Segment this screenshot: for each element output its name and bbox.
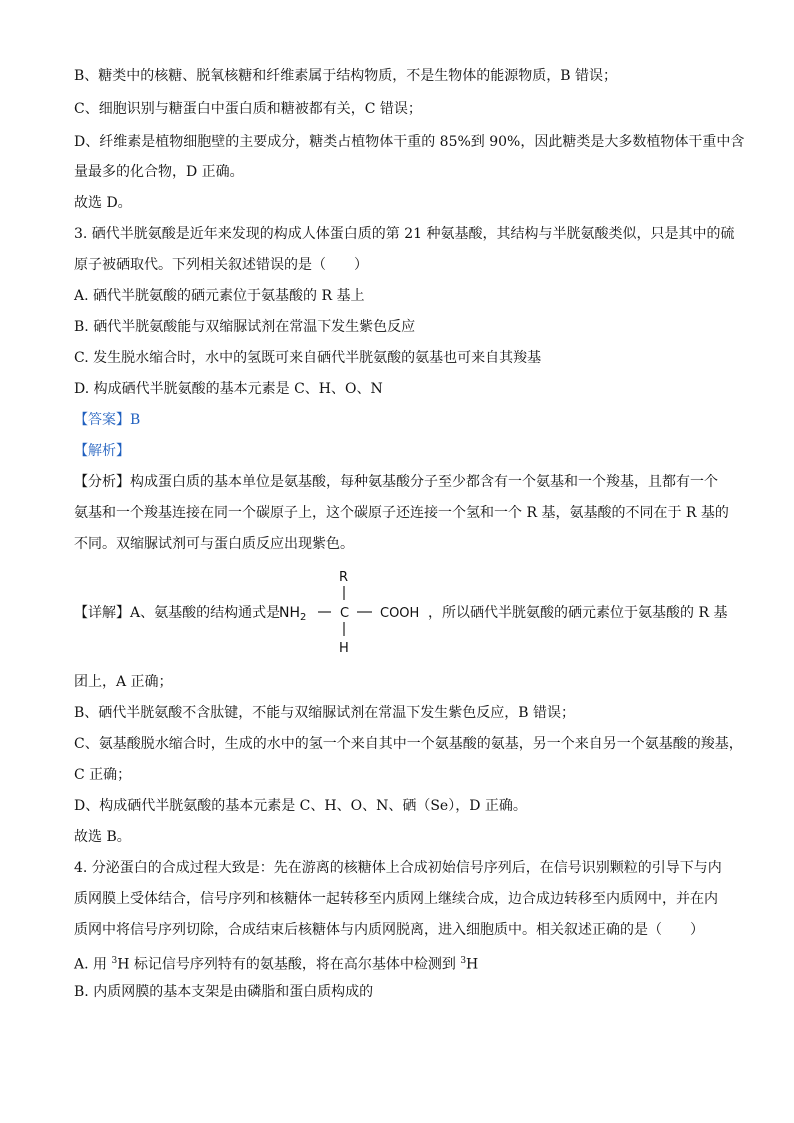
text-line: 故选 D。 xyxy=(74,195,132,211)
option-a: A. 硒代半胱氨酸的硒元素位于氨基酸的 R 基上 xyxy=(74,288,365,304)
option-text: H xyxy=(466,956,479,973)
r-group: R xyxy=(339,570,349,585)
detail-text: C 正确； xyxy=(74,767,132,783)
text-line: 量最多的化合物，D 正确。 xyxy=(74,164,244,180)
option-c: C. 发生脱水缩合时，水中的氢既可来自硒代半胱氨酸的氨基也可来自其羧基 xyxy=(74,350,542,366)
detail-text: 【详解】A、氨基酸的结构通式是 xyxy=(74,605,281,621)
detail-text: B、硒代半胱氨酸不含肽键，不能与双缩脲试剂在常温下发生紫色反应，B 错误； xyxy=(74,705,576,721)
carboxyl-group: COOH xyxy=(380,606,420,621)
detail-text: ，所以硒代半胱氨酸的硒元素位于氨基酸的 R 基 xyxy=(428,605,728,621)
analysis-text: 氨基和一个羧基连接在同一个碳原子上，这个碳原子还连接一个氢和一个 R 基，氨基酸的不同在于 R 基的 xyxy=(74,505,729,521)
superscript: 3 xyxy=(111,956,118,966)
text-line: B、糖类中的核糖、脱氧核糖和纤维素属于结构物质，不是生物体的能源物质，B 错误； xyxy=(74,68,618,84)
analysis-tag: 【解析】 xyxy=(74,443,130,459)
option-text: A. 用 xyxy=(74,956,112,973)
question-4-option-b: B. 内质网膜的基本支架是由磷脂和蛋白质构成的 xyxy=(74,984,374,1000)
option-b: B. 硒代半胱氨酸能与双缩脲试剂在常温下发生紫色反应 xyxy=(74,319,416,335)
question-4-option-a xyxy=(74,951,478,975)
superscript: 3 xyxy=(460,956,467,966)
answer-tag: 【答案】B xyxy=(74,412,141,428)
question-4-stem: 质网中将信号序列切除，合成结束后核糖体与内质网脱离，进入细胞质中。相关叙述正确的是（ ） xyxy=(74,922,704,938)
hydrogen-atom: H xyxy=(339,641,349,656)
question-3-stem: 原子被硒取代。下列相关叙述错误的是（ ） xyxy=(74,257,368,273)
text-line: C、细胞识别与糖蛋白中蛋白质和糖被都有关，C 错误； xyxy=(74,101,422,117)
amino-group: $NH_2$ xyxy=(279,605,307,623)
option-text: H 标记信号序列特有的氨基酸，将在高尔基体中检测到 xyxy=(117,956,461,973)
central-carbon: C xyxy=(340,606,350,621)
detail-text: C、氨基酸脱水缩合时，生成的水中的氢一个来自其中一个氨基酸的氨基，另一个来自另一个氨基酸的羧基， xyxy=(74,736,743,752)
option-d: D. 构成硒代半胱氨酸的基本元素是 C、H、O、N xyxy=(74,381,383,397)
question-4-stem: 质网膜上受体结合，信号序列和核糖体一起转移至内质网上继续合成，边合成边转移至内质网中，并在内 xyxy=(74,891,718,907)
detail-text: 故选 B。 xyxy=(74,829,131,845)
detail-text: D、构成硒代半胱氨酸的基本元素是 C、H、O、N、硒（Se），D 正确。 xyxy=(74,798,527,814)
question-4-stem: 4. 分泌蛋白的合成过程大致是：先在游离的核糖体上合成初始信号序列后，在信号识别颗粒的引导下与内 xyxy=(74,860,722,876)
question-3-stem: 3. 硒代半胱氨酸是近年来发现的构成人体蛋白质的第 21 种氨基酸，其结构与半胱氨酸类似，只是其中的硫 xyxy=(74,226,735,242)
analysis-text: 【分析】构成蛋白质的基本单位是氨基酸，每种氨基酸分子至少都含有一个氨基和一个羧基，且都有一个 xyxy=(74,474,718,490)
text-line: D、纤维素是植物细胞壁的主要成分，糖类占植物体干重的 85%到 90%，因此糖类是大多数植物体干重中含 xyxy=(74,134,745,150)
detail-text: 团上，A 正确； xyxy=(74,674,173,690)
analysis-text: 不同。双缩脲试剂可与蛋白质反应出现紫色。 xyxy=(74,536,354,552)
